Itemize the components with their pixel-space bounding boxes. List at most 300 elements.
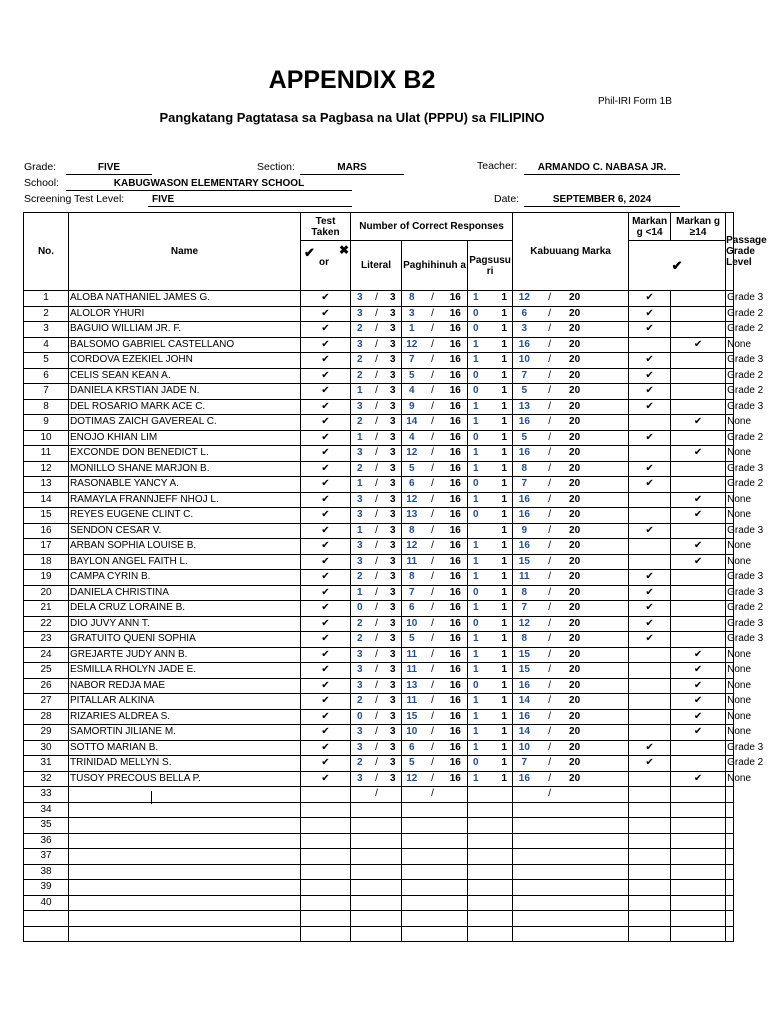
test-taken-check xyxy=(301,895,351,911)
markang-ge14-check xyxy=(671,616,726,632)
paghihinuha-score: 11 xyxy=(402,694,422,710)
pagsusuri-score: 0 xyxy=(468,477,484,493)
paghihinuha-total xyxy=(444,787,468,803)
literal-score: 1 xyxy=(351,523,369,539)
total-max: 20 xyxy=(564,740,586,756)
pagsusuri-total: 1 xyxy=(497,709,513,725)
or-label: or xyxy=(319,257,329,268)
spacer xyxy=(586,554,629,570)
slash: / xyxy=(536,725,564,741)
total-cells xyxy=(513,880,629,896)
passage-grade-level: Grade 3 xyxy=(726,353,734,369)
header-markang-lt14: Markan g <14 xyxy=(629,213,671,241)
table-row xyxy=(24,585,734,601)
grade-label: Grade: xyxy=(24,161,57,173)
paghihinuha-score: 6 xyxy=(402,601,422,617)
slash: / xyxy=(536,585,564,601)
slash: / xyxy=(536,663,564,679)
paghihinuha-total: 16 xyxy=(444,678,468,694)
total-max: 20 xyxy=(564,709,586,725)
test-taken-check: ✔ xyxy=(301,322,351,338)
student-name: PITALLAR ALKINA xyxy=(69,694,301,710)
header-test-taken: Test Taken xyxy=(301,213,351,241)
total-max xyxy=(564,787,586,803)
test-taken-check: ✔ xyxy=(301,740,351,756)
total-max: 20 xyxy=(564,508,586,524)
spacer xyxy=(484,787,497,803)
slash: / xyxy=(536,337,564,353)
spacer xyxy=(586,771,629,787)
slash: / xyxy=(422,740,444,756)
slash: / xyxy=(369,601,385,617)
blank-cells xyxy=(513,911,629,927)
passage-grade-level: None xyxy=(726,337,734,353)
slash: / xyxy=(369,430,385,446)
paghihinuha-total: 16 xyxy=(444,399,468,415)
spacer xyxy=(484,523,497,539)
slash: / xyxy=(369,508,385,524)
literal-score: 3 xyxy=(351,554,369,570)
passage-grade-level: None xyxy=(726,694,734,710)
table-row xyxy=(24,740,734,756)
blank-cells xyxy=(402,911,468,927)
spacer xyxy=(586,306,629,322)
total-max: 20 xyxy=(564,725,586,741)
pagsusuri-score xyxy=(468,787,484,803)
student-name: DEL ROSARIO MARK ACE C. xyxy=(69,399,301,415)
total-score: 16 xyxy=(513,446,536,462)
spacer xyxy=(586,678,629,694)
row-number: 7 xyxy=(24,384,69,400)
slash: / xyxy=(536,430,564,446)
pagsusuri-score: 1 xyxy=(468,771,484,787)
row-number: 13 xyxy=(24,477,69,493)
total-max: 20 xyxy=(564,616,586,632)
spacer xyxy=(586,756,629,772)
pagsusuri-total: 1 xyxy=(497,306,513,322)
passage-grade-level: Grade 2 xyxy=(726,368,734,384)
paghihinuha-score: 14 xyxy=(402,415,422,431)
markang-ge14-check xyxy=(671,756,726,772)
total-max: 20 xyxy=(564,756,586,772)
paghihinuha-score: 6 xyxy=(402,740,422,756)
row-number: 10 xyxy=(24,430,69,446)
test-taken-check: ✔ xyxy=(301,554,351,570)
spacer xyxy=(586,399,629,415)
literal-total: 3 xyxy=(385,740,402,756)
row-number: 14 xyxy=(24,492,69,508)
total-score: 16 xyxy=(513,771,536,787)
student-name: CORDOVA EZEKIEL JOHN xyxy=(69,353,301,369)
paghihinuha-score: 4 xyxy=(402,430,422,446)
slash: / xyxy=(422,523,444,539)
test-taken-check: ✔ xyxy=(301,694,351,710)
paghihinuha-total: 16 xyxy=(444,368,468,384)
table-row xyxy=(24,368,734,384)
row-number: 31 xyxy=(24,756,69,772)
table-row xyxy=(24,880,734,896)
total-max: 20 xyxy=(564,601,586,617)
slash: / xyxy=(422,585,444,601)
paghihinuha-score: 10 xyxy=(402,725,422,741)
total-score: 10 xyxy=(513,353,536,369)
table-row xyxy=(24,895,734,911)
pagsusuri-score: 1 xyxy=(468,647,484,663)
slash: / xyxy=(369,616,385,632)
markang-lt14-check xyxy=(629,771,671,787)
pagsusuri-total: 1 xyxy=(497,492,513,508)
passage-grade-level: Grade 3 xyxy=(726,570,734,586)
literal-total: 3 xyxy=(385,384,402,400)
test-taken-check xyxy=(301,864,351,880)
paghihinuha-score: 12 xyxy=(402,539,422,555)
slash: / xyxy=(369,523,385,539)
row-number: 4 xyxy=(24,337,69,353)
markang-ge14-check xyxy=(671,632,726,648)
markang-ge14-check: ✔ xyxy=(671,709,726,725)
spacer xyxy=(586,694,629,710)
paghihinuha-score: 4 xyxy=(402,384,422,400)
passage-grade-level: Grade 2 xyxy=(726,756,734,772)
slash: / xyxy=(369,322,385,338)
pagsusuri-score: 0 xyxy=(468,756,484,772)
passage-grade-level: Grade 3 xyxy=(726,740,734,756)
paghihinuha-score: 12 xyxy=(402,446,422,462)
paghihinuha-total: 16 xyxy=(444,353,468,369)
total-score: 15 xyxy=(513,663,536,679)
total-score: 7 xyxy=(513,477,536,493)
literal-score: 2 xyxy=(351,461,369,477)
slash: / xyxy=(422,678,444,694)
test-taken-check xyxy=(301,787,351,803)
test-taken-check: ✔ xyxy=(301,384,351,400)
literal-total: 3 xyxy=(385,585,402,601)
literal-score: 3 xyxy=(351,399,369,415)
markang-lt14-check: ✔ xyxy=(629,601,671,617)
slash: / xyxy=(422,508,444,524)
literal-total xyxy=(385,787,402,803)
slash: / xyxy=(536,601,564,617)
markang-lt14-check xyxy=(629,926,671,942)
slash: / xyxy=(536,461,564,477)
pagsusuri-score: 1 xyxy=(468,709,484,725)
pagsusuri-total: 1 xyxy=(497,430,513,446)
markang-lt14-check: ✔ xyxy=(629,585,671,601)
student-name: DANIELA CHRISTINA xyxy=(69,585,301,601)
passage-grade-level: Grade 3 xyxy=(726,585,734,601)
paghihinuha-cells xyxy=(402,864,468,880)
spacer xyxy=(586,601,629,617)
pagsusuri-score: 0 xyxy=(468,430,484,446)
teacher-value: ARMANDO C. NABASA JR. xyxy=(524,161,680,175)
spacer xyxy=(484,492,497,508)
slash: / xyxy=(536,756,564,772)
paghihinuha-total: 16 xyxy=(444,477,468,493)
markang-lt14-check: ✔ xyxy=(629,756,671,772)
slash: / xyxy=(536,291,564,307)
spacer xyxy=(484,725,497,741)
slash: / xyxy=(369,384,385,400)
table-row xyxy=(24,353,734,369)
test-taken-check xyxy=(301,880,351,896)
paghihinuha-total: 16 xyxy=(444,539,468,555)
passage-grade-level xyxy=(726,926,734,942)
pagsusuri-total: 1 xyxy=(497,647,513,663)
row-number: 27 xyxy=(24,694,69,710)
total-score: 16 xyxy=(513,539,536,555)
total-max: 20 xyxy=(564,384,586,400)
pagsusuri-total: 1 xyxy=(497,585,513,601)
spacer xyxy=(484,740,497,756)
literal-cells xyxy=(351,864,402,880)
student-name xyxy=(69,787,301,803)
paghihinuha-score: 11 xyxy=(402,554,422,570)
header-kabuuang-marka: Kabuuang Marka xyxy=(513,213,629,291)
spacer xyxy=(484,616,497,632)
literal-total: 3 xyxy=(385,725,402,741)
markang-lt14-check xyxy=(629,849,671,865)
pagsusuri-total: 1 xyxy=(497,415,513,431)
table-row xyxy=(24,461,734,477)
total-max: 20 xyxy=(564,570,586,586)
row-number xyxy=(24,926,69,942)
spacer xyxy=(586,415,629,431)
total-score: 16 xyxy=(513,678,536,694)
paghihinuha-total: 16 xyxy=(444,771,468,787)
slash: / xyxy=(369,337,385,353)
total-score: 16 xyxy=(513,709,536,725)
pagsusuri-score: 1 xyxy=(468,694,484,710)
student-name: RASONABLE YANCY A. xyxy=(69,477,301,493)
check-icon: ✔ xyxy=(629,241,726,291)
literal-total: 3 xyxy=(385,399,402,415)
literal-score: 2 xyxy=(351,694,369,710)
student-name: GREJARTE JUDY ANN B. xyxy=(69,647,301,663)
student-name xyxy=(69,880,301,896)
slash: / xyxy=(422,771,444,787)
slash: / xyxy=(536,694,564,710)
row-number: 18 xyxy=(24,554,69,570)
page-subtitle: Pangkatang Pagtatasa sa Pagbasa na Ulat (PPPU) sa FILIPINO xyxy=(159,110,545,125)
markang-lt14-check: ✔ xyxy=(629,523,671,539)
table-row xyxy=(24,833,734,849)
spacer xyxy=(484,663,497,679)
literal-total: 3 xyxy=(385,430,402,446)
total-score: 12 xyxy=(513,291,536,307)
student-name xyxy=(69,926,301,942)
paghihinuha-total: 16 xyxy=(444,601,468,617)
test-taken-check: ✔ xyxy=(301,353,351,369)
table-row xyxy=(24,539,734,555)
student-name: SENDON CESAR V. xyxy=(69,523,301,539)
spacer xyxy=(586,647,629,663)
markang-ge14-check xyxy=(671,849,726,865)
table-row xyxy=(24,322,734,338)
row-number: 34 xyxy=(24,802,69,818)
literal-total: 3 xyxy=(385,446,402,462)
pagsusuri-total: 1 xyxy=(497,508,513,524)
paghihinuha-score: 13 xyxy=(402,678,422,694)
spacer xyxy=(586,539,629,555)
level-value: FIVE xyxy=(148,193,352,207)
literal-cells xyxy=(351,849,402,865)
markang-ge14-check: ✔ xyxy=(671,678,726,694)
total-score: 11 xyxy=(513,570,536,586)
markang-lt14-check xyxy=(629,833,671,849)
test-taken-check: ✔ xyxy=(301,539,351,555)
slash: / xyxy=(369,678,385,694)
total-max: 20 xyxy=(564,399,586,415)
spacer xyxy=(484,647,497,663)
header-markang-ge14: Markan g ≥14 xyxy=(671,213,726,241)
spacer xyxy=(586,523,629,539)
pagsusuri-total: 1 xyxy=(497,570,513,586)
pagsusuri-score: 0 xyxy=(468,384,484,400)
slash: / xyxy=(536,740,564,756)
literal-score: 3 xyxy=(351,306,369,322)
markang-ge14-check xyxy=(671,818,726,834)
student-name: BALSOMO GABRIEL CASTELLANO xyxy=(69,337,301,353)
spacer xyxy=(586,492,629,508)
total-score: 16 xyxy=(513,415,536,431)
total-cells xyxy=(513,849,629,865)
paghihinuha-total: 16 xyxy=(444,523,468,539)
row-number xyxy=(24,911,69,927)
passage-grade-level: Grade 3 xyxy=(726,291,734,307)
spacer xyxy=(484,632,497,648)
markang-lt14-check xyxy=(629,709,671,725)
test-taken-check: ✔ xyxy=(301,725,351,741)
paghihinuha-cells xyxy=(402,849,468,865)
markang-ge14-check xyxy=(671,306,726,322)
literal-score: 3 xyxy=(351,291,369,307)
markang-lt14-check xyxy=(629,880,671,896)
slash: / xyxy=(536,477,564,493)
paghihinuha-score: 5 xyxy=(402,368,422,384)
level-label: Screening Test Level: xyxy=(24,193,125,205)
test-taken-check: ✔ xyxy=(301,508,351,524)
paghihinuha-total: 16 xyxy=(444,663,468,679)
pagsusuri-score: 1 xyxy=(468,291,484,307)
header-pagsusuri: Pagsusu ri xyxy=(468,241,513,291)
header-no: No. xyxy=(24,213,69,291)
markang-lt14-check xyxy=(629,539,671,555)
pagsusuri-total: 1 xyxy=(497,353,513,369)
markang-lt14-check: ✔ xyxy=(629,616,671,632)
slash: / xyxy=(536,647,564,663)
spacer xyxy=(586,663,629,679)
student-name xyxy=(69,802,301,818)
pagsusuri-total: 1 xyxy=(497,601,513,617)
paghihinuha-total: 16 xyxy=(444,492,468,508)
slash: / xyxy=(369,477,385,493)
markang-ge14-check: ✔ xyxy=(671,554,726,570)
test-taken-check: ✔ xyxy=(301,647,351,663)
literal-score xyxy=(351,787,369,803)
slash: / xyxy=(369,368,385,384)
pagsusuri-score: 0 xyxy=(468,368,484,384)
paghihinuha-cells xyxy=(402,818,468,834)
total-score: 14 xyxy=(513,694,536,710)
passage-grade-level: None xyxy=(726,539,734,555)
spacer xyxy=(484,415,497,431)
spacer xyxy=(586,291,629,307)
markang-ge14-check xyxy=(671,895,726,911)
literal-score: 3 xyxy=(351,539,369,555)
literal-total: 3 xyxy=(385,353,402,369)
table-row xyxy=(24,771,734,787)
literal-total: 3 xyxy=(385,694,402,710)
total-max: 20 xyxy=(564,446,586,462)
slash: / xyxy=(369,570,385,586)
slash: / xyxy=(422,399,444,415)
literal-total: 3 xyxy=(385,709,402,725)
row-number: 22 xyxy=(24,616,69,632)
slash: / xyxy=(369,353,385,369)
spacer xyxy=(484,337,497,353)
pagsusuri-score: 1 xyxy=(468,663,484,679)
pagsusuri-score: 0 xyxy=(468,585,484,601)
pagsusuri-total: 1 xyxy=(497,663,513,679)
total-max: 20 xyxy=(564,678,586,694)
total-cells xyxy=(513,895,629,911)
literal-total: 3 xyxy=(385,570,402,586)
row-number: 6 xyxy=(24,368,69,384)
passage-grade-level xyxy=(726,911,734,927)
pagsusuri-score: 1 xyxy=(468,740,484,756)
markang-lt14-check xyxy=(629,337,671,353)
pagsusuri-total: 1 xyxy=(497,384,513,400)
student-name: NABOR REDJA MAE xyxy=(69,678,301,694)
test-taken-check xyxy=(301,849,351,865)
header-paghihinuha: Paghihinuh a xyxy=(402,241,468,291)
markang-ge14-check xyxy=(671,880,726,896)
pagsusuri-total: 1 xyxy=(497,446,513,462)
pagsusuri-score: 1 xyxy=(468,492,484,508)
student-name xyxy=(69,833,301,849)
pagsusuri-total: 1 xyxy=(497,616,513,632)
passage-grade-level: None xyxy=(726,663,734,679)
spacer xyxy=(484,601,497,617)
test-taken-check: ✔ xyxy=(301,306,351,322)
total-max: 20 xyxy=(564,430,586,446)
spacer xyxy=(484,771,497,787)
total-score: 6 xyxy=(513,306,536,322)
spacer xyxy=(484,430,497,446)
slash: / xyxy=(422,570,444,586)
table-row xyxy=(24,911,734,927)
markang-ge14-check xyxy=(671,477,726,493)
table-row xyxy=(24,601,734,617)
table-row xyxy=(24,725,734,741)
markang-lt14-check xyxy=(629,446,671,462)
slash: / xyxy=(422,368,444,384)
total-max: 20 xyxy=(564,585,586,601)
literal-total: 3 xyxy=(385,663,402,679)
markang-lt14-check xyxy=(629,678,671,694)
test-taken-check: ✔ xyxy=(301,756,351,772)
spacer xyxy=(484,508,497,524)
literal-total: 3 xyxy=(385,601,402,617)
literal-score: 2 xyxy=(351,415,369,431)
pagsusuri-total: 1 xyxy=(497,322,513,338)
literal-score: 3 xyxy=(351,678,369,694)
pagsusuri-cells xyxy=(468,895,513,911)
paghihinuha-score: 8 xyxy=(402,523,422,539)
markang-lt14-check xyxy=(629,508,671,524)
total-max: 20 xyxy=(564,554,586,570)
paghihinuha-score: 13 xyxy=(402,508,422,524)
